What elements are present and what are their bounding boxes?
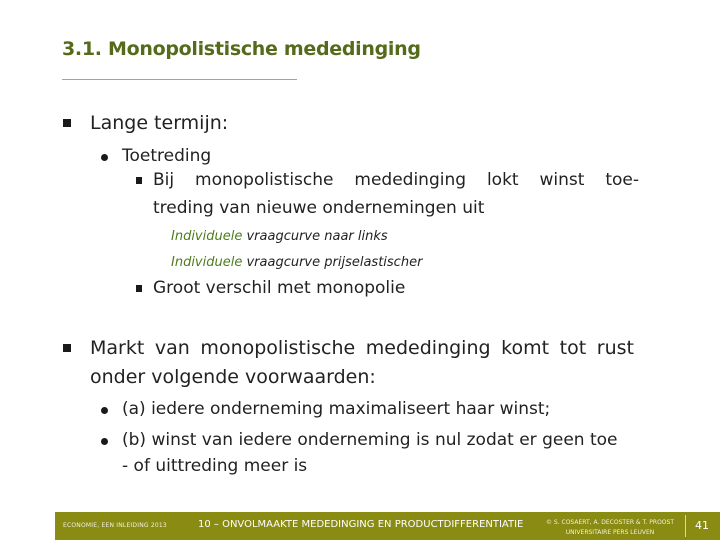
footer-course: ECONOMIE, EEN INLEIDING 2013 [63,522,167,529]
footer-chapter: 10 – ONVOLMAAKTE MEDEDINGING EN PRODUCTDIFFERENTIATIE [198,519,524,530]
note-highlight: Individuele [171,229,243,244]
note-text: vraagcurve naar links [242,229,388,244]
slide-title: 3.1. Monopolistische mededinging [62,38,421,60]
footer-divider [685,515,686,537]
note-highlight: Individuele [171,255,243,270]
bullet-lange-termijn: Lange termijn: [90,112,229,134]
note-text: vraagcurve prijselastischer [242,255,423,270]
bullet-markt-rust-line1: Markt van monopolistische mededinging komt tot rust [90,337,634,359]
condition-a: (a) iedere onderneming maximaliseert haar winst; [122,399,551,419]
item-winst-lokt-toetreding-line2: treding van nieuwe ondernemingen uit [153,198,485,218]
bullet-markt-rust-line2: onder volgende voorwaarden: [90,366,376,388]
note-vraagcurve-links [171,229,388,244]
footer-publisher: UNIVERSITAIRE PERS LEUVEN [565,529,655,536]
round-bullet-icon [101,154,108,161]
footer-authors: © S. COSAERT, A. DECOSTER & T. PROOST [545,519,674,526]
note-vraagcurve-elastischer [171,255,422,270]
title-underline [62,79,297,80]
footer-copyright [535,518,685,538]
sub-bullet-toetreding: Toetreding [122,146,212,166]
square-bullet-icon [136,177,142,184]
condition-b-line2: - of uittreding meer is [122,456,308,476]
square-bullet-icon [63,119,71,127]
condition-b-line1: (b) winst van iedere onderneming is nul zodat er geen toe [122,430,618,450]
square-bullet-icon [63,344,71,352]
round-bullet-icon [101,407,108,414]
page-number: 41 [695,519,709,532]
footer-bar [55,512,720,540]
item-groot-verschil: Groot verschil met monopolie [153,278,406,298]
item-winst-lokt-toetreding-line1: Bij monopolistische mededinging lokt winst toe- [153,170,639,190]
round-bullet-icon [101,438,108,445]
square-bullet-icon [136,285,142,292]
